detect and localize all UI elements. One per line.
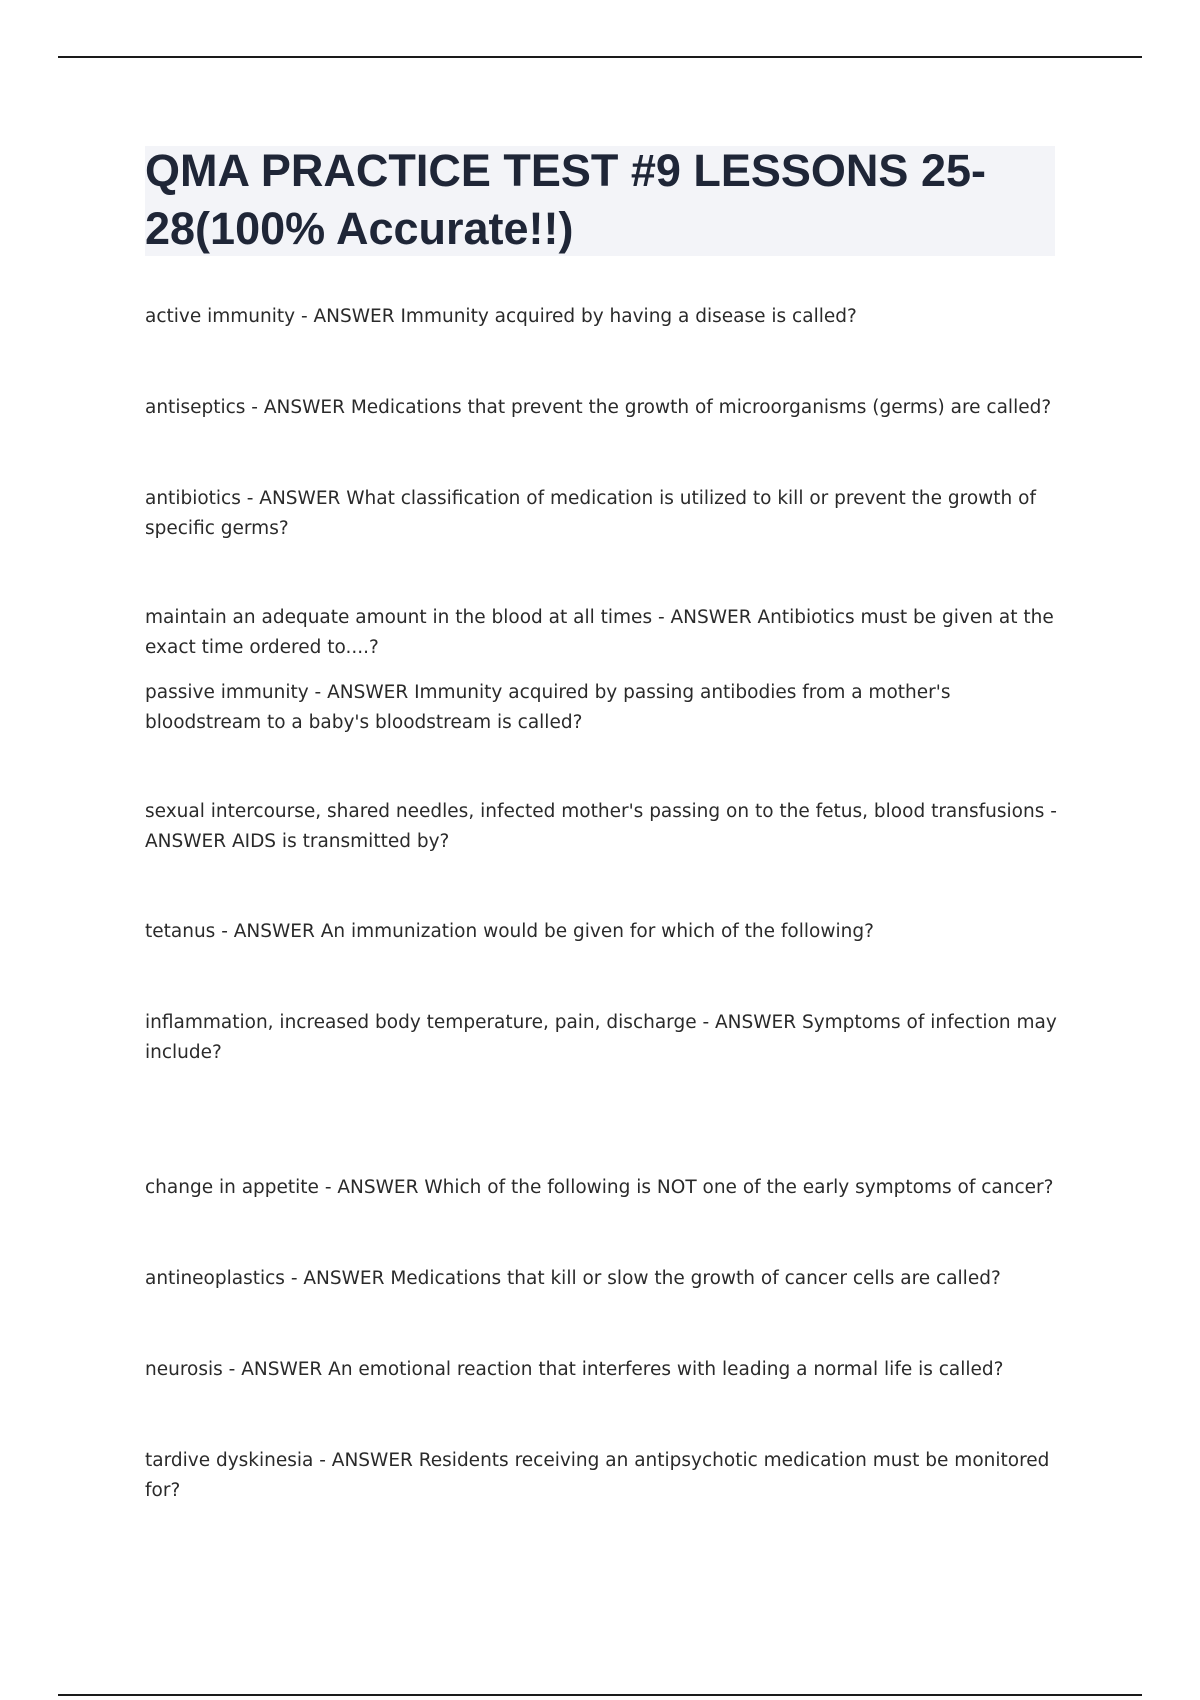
qa-item: active immunity - ANSWER Immunity acquired by having a disease is called? xyxy=(145,306,857,327)
qa-item: tardive dyskinesia - ANSWER Residents receiving an antipsychotic medication must be monitored for? xyxy=(145,1450,1050,1501)
qa-item: change in appetite - ANSWER Which of the following is NOT one of the early symptoms of cancer? xyxy=(145,1177,1054,1198)
qa-item: tetanus - ANSWER An immunization would be given for which of the following? xyxy=(145,921,874,942)
bottom-divider xyxy=(58,1694,1142,1696)
qa-item: antibiotics - ANSWER What classification of medication is utilized to kill or prevent the growth of specific germs? xyxy=(145,488,1036,539)
top-divider xyxy=(58,56,1142,58)
qa-item: antineoplastics - ANSWER Medications that kill or slow the growth of cancer cells are called? xyxy=(145,1268,1001,1289)
qa-item: neurosis - ANSWER An emotional reaction that interferes with leading a normal life is called? xyxy=(145,1359,1004,1380)
qa-item: inflammation, increased body temperature, pain, discharge - ANSWER Symptoms of infection may include? xyxy=(145,1012,1057,1063)
qa-item: antiseptics - ANSWER Medications that prevent the growth of microorganisms (germs) are called? xyxy=(145,397,1052,418)
page-title: QMA PRACTICE TEST #9 LESSONS 25-28(100% Accurate!!) xyxy=(145,145,986,254)
qa-item: passive immunity - ANSWER Immunity acquired by passing antibodies from a mother's bloodstream to a baby's bloodstream is called? xyxy=(145,682,951,733)
qa-item: maintain an adequate amount in the blood at all times - ANSWER Antibiotics must be given at the exact time ordered to....? xyxy=(145,607,1054,658)
qa-item: sexual intercourse, shared needles, infected mother's passing on to the fetus, blood transfusions - ANSWER AIDS is transmitted by? xyxy=(145,801,1057,852)
